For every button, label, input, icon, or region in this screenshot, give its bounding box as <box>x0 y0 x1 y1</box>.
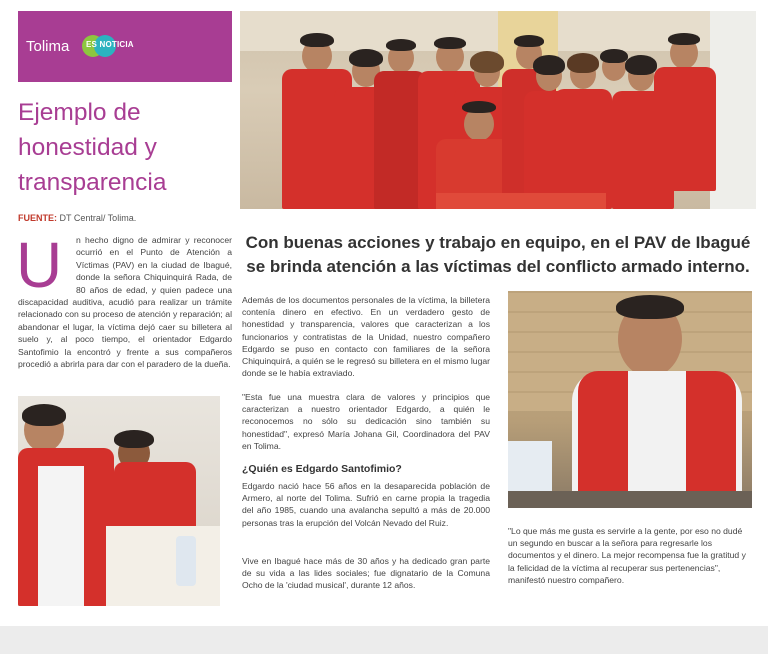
source-value: DT Central/ Tolima. <box>57 213 137 223</box>
body-paragraph: Vive en Ibagué hace más de 30 años y ha dedicado gran parte de su vida a las lides sociales; fue dignatario de la Comuna Ocho de la 'ciudad musical', durante 12 años. <box>242 556 490 591</box>
group-photo <box>240 11 756 209</box>
body-paragraph: Edgardo nació hace 56 años en la desaparecida población de Armero, al norte del Tolima. Sufrió en carne propia la tragedia del año 1985, cuando una avalancha sepultó a más de 20.000 personas tras la erupción del Volcán Nevado del Ruiz. <box>242 481 490 528</box>
article-source <box>18 213 136 223</box>
body-paragraph: Además de los documentos personales de la víctima, la billetera contenía dinero en efectivo. En un verdadero gesto de honestidad y transparencia, valores que caracterizan a los funcionarios y contratistas de la Unidad, nuestro compañero Edgardo se puso en contacto con familiares de la señora Chiquinquirá, a quién se le regresó su billetera en el mismo lugar donde se le había extraviado. <box>242 295 490 379</box>
lead-paragraph <box>18 234 232 370</box>
article-tagline: Con buenas acciones y trabajo en equipo, en el PAV de Ibagué se brinda atención a las víctimas del conflicto armado interno. <box>245 233 751 276</box>
section-banner <box>18 11 232 82</box>
section-name: Tolima <box>26 38 70 55</box>
office-photo <box>18 396 220 606</box>
quote-paragraph: "Esta fue una muestra clara de valores y principios que caracterizan a nuestro orientador Edgardo, a quién le reconocemos no sólo su dedicación sino también su honestidad", expresó María Johana Gil, Coordinadora del PAV en Tolima. <box>242 392 490 451</box>
source-label: FUENTE: <box>18 213 57 223</box>
section-subheading: ¿Quién es Edgardo Santofimio? <box>242 463 402 475</box>
lead-text: n hecho digno de admirar y reconocer ocurrió en el Punto de Atención a Víctimas (PAV) en la ciudad de Ibagué, donde la señora Chiquinquirá Rada, de 80 años de edad, y quien padece una discapacidad auditiva, acudió para realizar un trámite relacionado con su proceso de atención y reparación; al abandonar el lugar, la víctima dejó caer su billetera al suelo y, al poco tiempo, el orientador Edgardo Santofimio la encontró y frente a sus compañeros procedió a abrirla para dar con el paradero de la dueña. <box>18 235 232 370</box>
badge-label: ES NOTICIA <box>86 40 134 49</box>
closing-quote: "Lo que más me gusta es servirle a la gente, por eso no dudé un segundo en buscar a la señora para regresarle los documentos y el dinero. La mejor recompensa fue la gratitud y la felicidad de la víctima al recuperar sus pertenencias", manifestó nuestro compañero. <box>508 526 746 585</box>
article-title: Ejemplo de honestidad y transparencia <box>18 99 167 196</box>
page-footer-strip <box>0 626 768 654</box>
news-badge <box>82 35 134 57</box>
portrait-photo <box>508 291 752 508</box>
drop-cap: U <box>16 229 63 301</box>
